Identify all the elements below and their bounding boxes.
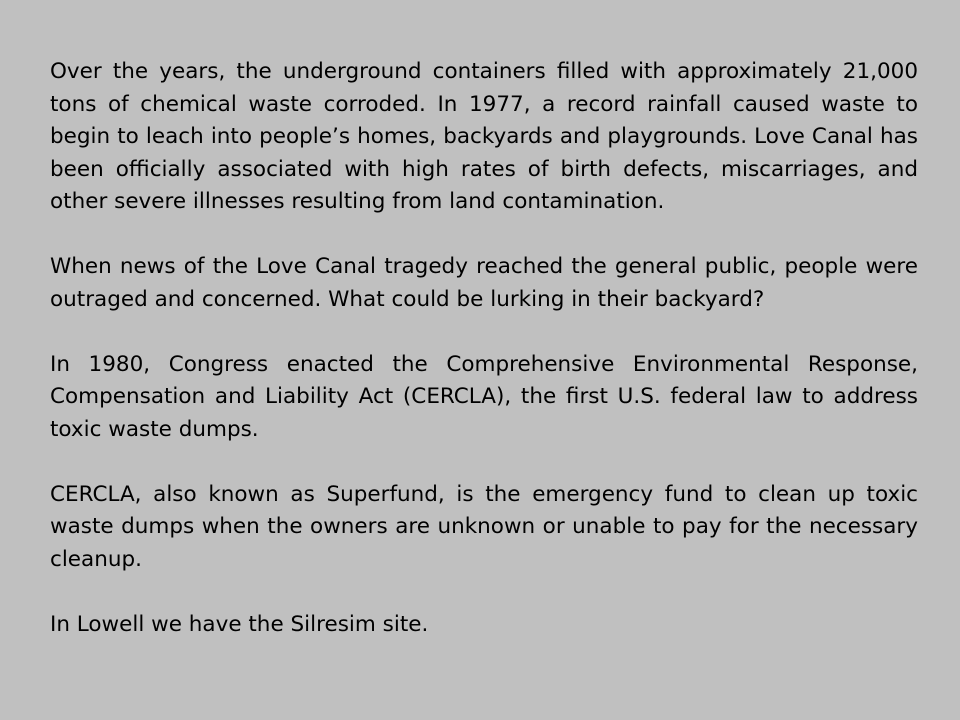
paragraph-public-reaction: When news of the Love Canal tragedy reached the general public, people were outraged and concerned. What could be lurking in their backyard? — [50, 254, 918, 312]
paragraph-superfund-definition: CERCLA, also known as Superfund, is the emergency fund to clean up toxic waste dumps when the owners are unknown or unable to pay for the necessary cleanup. — [50, 481, 918, 572]
slide-body-text — [50, 56, 918, 641]
paragraph-cercla-enactment: In 1980, Congress enacted the Comprehensive Environmental Response, Compensation and Liability Act (CERCLA), the first U.S. federal law to address toxic waste dumps. — [50, 351, 918, 442]
paragraph-lowell-site: In Lowell we have the Silresim site. — [50, 611, 429, 637]
paragraph-love-canal-history: Over the years, the underground containers filled with approximately 21,000 tons of chemical waste corroded. In 1977, a record rainfall caused waste to begin to leach into people’s homes, backyards and playgrounds. Love Canal has been officially associated with high rates of birth defects, miscarriages, and other severe illnesses resulting from land contamination. — [50, 59, 918, 214]
